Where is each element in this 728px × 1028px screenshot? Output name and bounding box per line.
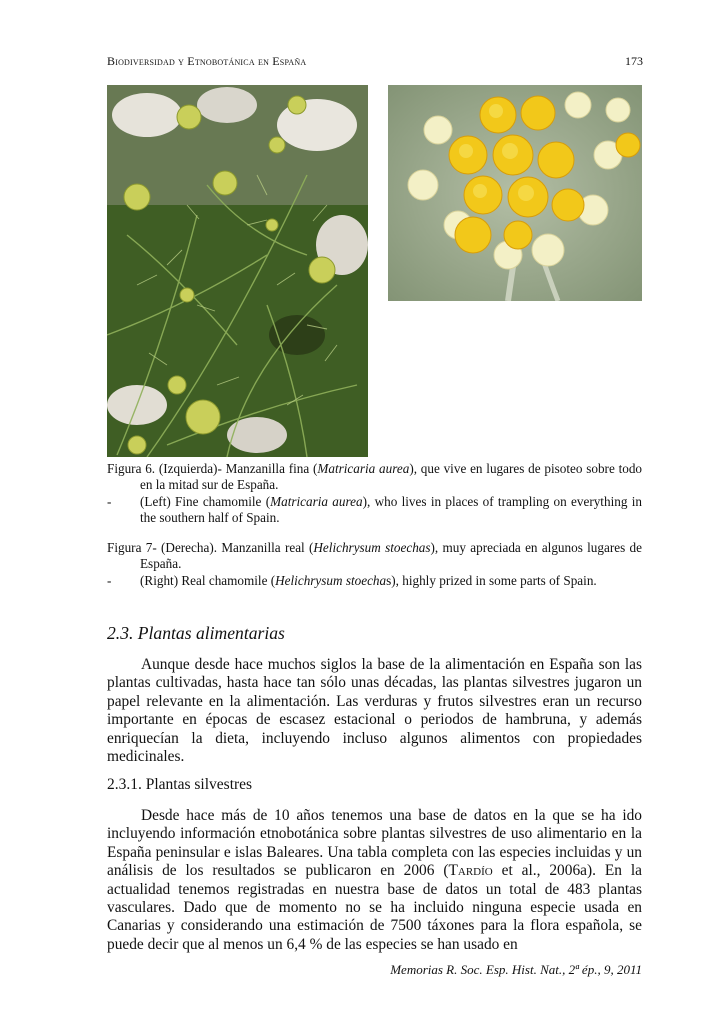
- caption-spanish: [107, 461, 642, 494]
- caption-text: s), highly prized in some parts of Spain.: [386, 572, 597, 588]
- paragraph-text: Aunque desde hace muchos siglos la base de la alimentación en España son las plantas cultivadas, hasta hace tan sólo unas décadas, las plantas silvestres jugaron un papel relevante en la alimentación. Las verduras y frutos silvestres eran un recurso importante en épocas de escasez estacional o periodos de hambruna, y además enriquecían la dieta, incluyendo incluso algunos alimentos con propiedades medicinales.: [107, 656, 642, 766]
- figure-6-caption: [107, 461, 642, 527]
- figure-7-caption: [107, 540, 642, 589]
- list-dash: -: [107, 572, 112, 588]
- caption-english: [107, 494, 642, 527]
- species-name: Matricaria aurea: [270, 493, 363, 509]
- paragraph-text: et al., 2006a). En la actualidad tenemos registradas en nuestra base de datos un total de 483 plantas vasculares. Dado que de momento no se ha incluido ninguna especie usada en Canarias y considerando una estimación de 7500 táxones para la flora española, se puede decir que al menos un 6,4 % de las especies se han usado en: [107, 862, 642, 953]
- chamomile-plant-photo: [107, 85, 368, 457]
- caption-text: (Left) Fine chamomile (: [140, 493, 271, 509]
- list-dash: -: [107, 493, 112, 509]
- paragraph: [107, 656, 642, 766]
- caption-spanish: [107, 540, 642, 573]
- page-number: 173: [625, 54, 643, 68]
- paragraph-text: Desde hace más de 10 años tenemos una base de datos en la que se ha ido incluyendo información etnobotánica sobre plantas silvestres de uso alimentario en la España peninsular e islas Baleares. Una tabla completa con las especies incluidas y un análisis de los resultados se publicaron en 2006 (: [107, 807, 642, 880]
- species-name: Matricaria aurea: [317, 461, 410, 476]
- species-name: Helichrysum stoecha: [275, 572, 387, 588]
- species-name: Helichrysum stoechas: [313, 540, 431, 555]
- subsection-heading: 2.3.1. Plantas silvestres: [107, 776, 253, 793]
- section-heading: 2.3. Plantas alimentarias: [107, 623, 285, 643]
- caption-text: ), que vive en lugares de pisoteo sobre todo en la mitad sur de España.: [140, 461, 643, 493]
- helichrysum-flower-photo: [388, 85, 642, 301]
- caption-text: Figura 6. (Izquierda)- Manzanilla fina (: [107, 461, 318, 476]
- caption-text: (Right) Real chamomile (: [140, 572, 276, 588]
- journal-footer: Memorias R. Soc. Esp. Hist. Nat., 2ª ép., 9, 2011: [390, 962, 642, 977]
- citation-author: Tardío: [448, 862, 493, 880]
- caption-text: Figura 7- (Derecha). Manzanilla real (: [107, 540, 314, 555]
- caption-english: [107, 573, 642, 589]
- running-title: Biodiversidad y Etnobotánica en España: [107, 54, 307, 68]
- caption-text: ), who lives in places of trampling on everything in the southern half of Spain.: [140, 493, 642, 526]
- caption-text: ), muy apreciada en algunos lugares de España.: [140, 540, 642, 572]
- page-header: [107, 54, 643, 74]
- paragraph: [107, 807, 642, 954]
